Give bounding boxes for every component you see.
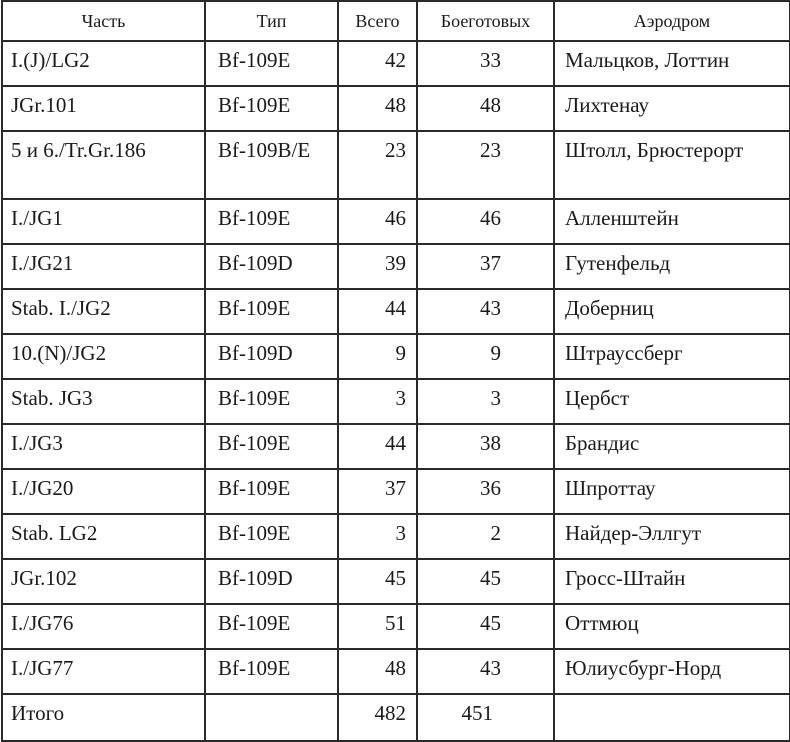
cell-total: 45 — [338, 559, 417, 604]
cell-total: 51 — [338, 604, 417, 649]
cell-airfield: Брандис — [554, 424, 790, 469]
cell-airfield: Найдер-Эллгут — [554, 514, 790, 559]
cell-unit: I./JG77 — [2, 649, 205, 694]
column-header-type: Тип — [205, 1, 338, 41]
cell-airfield: Штрауссберг — [554, 334, 790, 379]
cell-type: Bf-109E — [205, 649, 338, 694]
cell-airfield: Мальцков, Лоттин — [554, 41, 790, 86]
cell-summary-label: Итого — [2, 694, 205, 741]
table-row — [2, 604, 790, 649]
cell-type: Bf-109E — [205, 424, 338, 469]
cell-total: 44 — [338, 289, 417, 334]
cell-ready: 48 — [417, 86, 554, 131]
table-row — [2, 199, 790, 244]
cell-ready: 36 — [417, 469, 554, 514]
cell-total: 48 — [338, 649, 417, 694]
table-row — [2, 289, 790, 334]
cell-type: Bf-109D — [205, 334, 338, 379]
table-row — [2, 559, 790, 604]
cell-total: 3 — [338, 379, 417, 424]
cell-airfield: Оттмюц — [554, 604, 790, 649]
cell-total: 37 — [338, 469, 417, 514]
cell-summary-airfield — [554, 694, 790, 741]
cell-ready: 45 — [417, 604, 554, 649]
table-row — [2, 469, 790, 514]
column-header-total: Всего — [338, 1, 417, 41]
cell-unit: I./JG3 — [2, 424, 205, 469]
table-row — [2, 244, 790, 289]
table-row — [2, 514, 790, 559]
table-row — [2, 424, 790, 469]
cell-unit: I./JG20 — [2, 469, 205, 514]
cell-type: Bf-109B/E — [205, 131, 338, 199]
column-header-ready: Боеготовых — [417, 1, 554, 41]
cell-type: Bf-109E — [205, 86, 338, 131]
cell-type: Bf-109D — [205, 244, 338, 289]
cell-ready: 38 — [417, 424, 554, 469]
cell-airfield: Гросс-Штайн — [554, 559, 790, 604]
cell-type: Bf-109D — [205, 559, 338, 604]
cell-total: 46 — [338, 199, 417, 244]
cell-ready: 45 — [417, 559, 554, 604]
summary-row — [2, 694, 790, 741]
cell-ready: 2 — [417, 514, 554, 559]
cell-ready: 3 — [417, 379, 554, 424]
cell-type: Bf-109E — [205, 289, 338, 334]
cell-airfield: Гутенфельд — [554, 244, 790, 289]
cell-total: 44 — [338, 424, 417, 469]
cell-unit: Stab. LG2 — [2, 514, 205, 559]
cell-ready: 46 — [417, 199, 554, 244]
cell-type: Bf-109E — [205, 469, 338, 514]
table-row — [2, 649, 790, 694]
cell-summary-ready: 451 — [417, 694, 554, 741]
cell-type: Bf-109E — [205, 199, 338, 244]
cell-unit: Stab. JG3 — [2, 379, 205, 424]
cell-ready: 43 — [417, 289, 554, 334]
cell-type: Bf-109E — [205, 604, 338, 649]
table-row — [2, 334, 790, 379]
column-header-unit: Часть — [2, 1, 205, 41]
cell-airfield: Доберниц — [554, 289, 790, 334]
cell-total: 9 — [338, 334, 417, 379]
cell-unit: 10.(N)/JG2 — [2, 334, 205, 379]
cell-total: 3 — [338, 514, 417, 559]
table-row — [2, 86, 790, 131]
cell-unit: JGr.102 — [2, 559, 205, 604]
cell-airfield: Лихтенау — [554, 86, 790, 131]
cell-unit: I./JG76 — [2, 604, 205, 649]
cell-unit: Stab. I./JG2 — [2, 289, 205, 334]
cell-type: Bf-109E — [205, 514, 338, 559]
cell-ready: 43 — [417, 649, 554, 694]
cell-total: 23 — [338, 131, 417, 199]
cell-type: Bf-109E — [205, 41, 338, 86]
cell-unit: 5 и 6./Tr.Gr.186 — [2, 131, 205, 199]
table-row — [2, 41, 790, 86]
cell-total: 39 — [338, 244, 417, 289]
cell-airfield: Юлиусбург-Норд — [554, 649, 790, 694]
cell-type: Bf-109E — [205, 379, 338, 424]
cell-ready: 37 — [417, 244, 554, 289]
column-header-airfield: Аэродром — [554, 1, 790, 41]
cell-ready: 33 — [417, 41, 554, 86]
cell-airfield: Алленштейн — [554, 199, 790, 244]
table-header-row — [2, 1, 790, 41]
table-row — [2, 379, 790, 424]
cell-airfield: Штолл, Брюстерорт — [554, 131, 790, 199]
cell-unit: I.(J)/LG2 — [2, 41, 205, 86]
cell-airfield: Шпроттау — [554, 469, 790, 514]
aircraft-units-table — [1, 0, 790, 742]
cell-summary-total: 482 — [338, 694, 417, 741]
cell-airfield: Цербст — [554, 379, 790, 424]
cell-unit: JGr.101 — [2, 86, 205, 131]
cell-total: 48 — [338, 86, 417, 131]
cell-summary-type — [205, 694, 338, 741]
cell-unit: I./JG21 — [2, 244, 205, 289]
cell-total: 42 — [338, 41, 417, 86]
cell-unit: I./JG1 — [2, 199, 205, 244]
cell-ready: 23 — [417, 131, 554, 199]
table-row — [2, 131, 790, 199]
cell-ready: 9 — [417, 334, 554, 379]
